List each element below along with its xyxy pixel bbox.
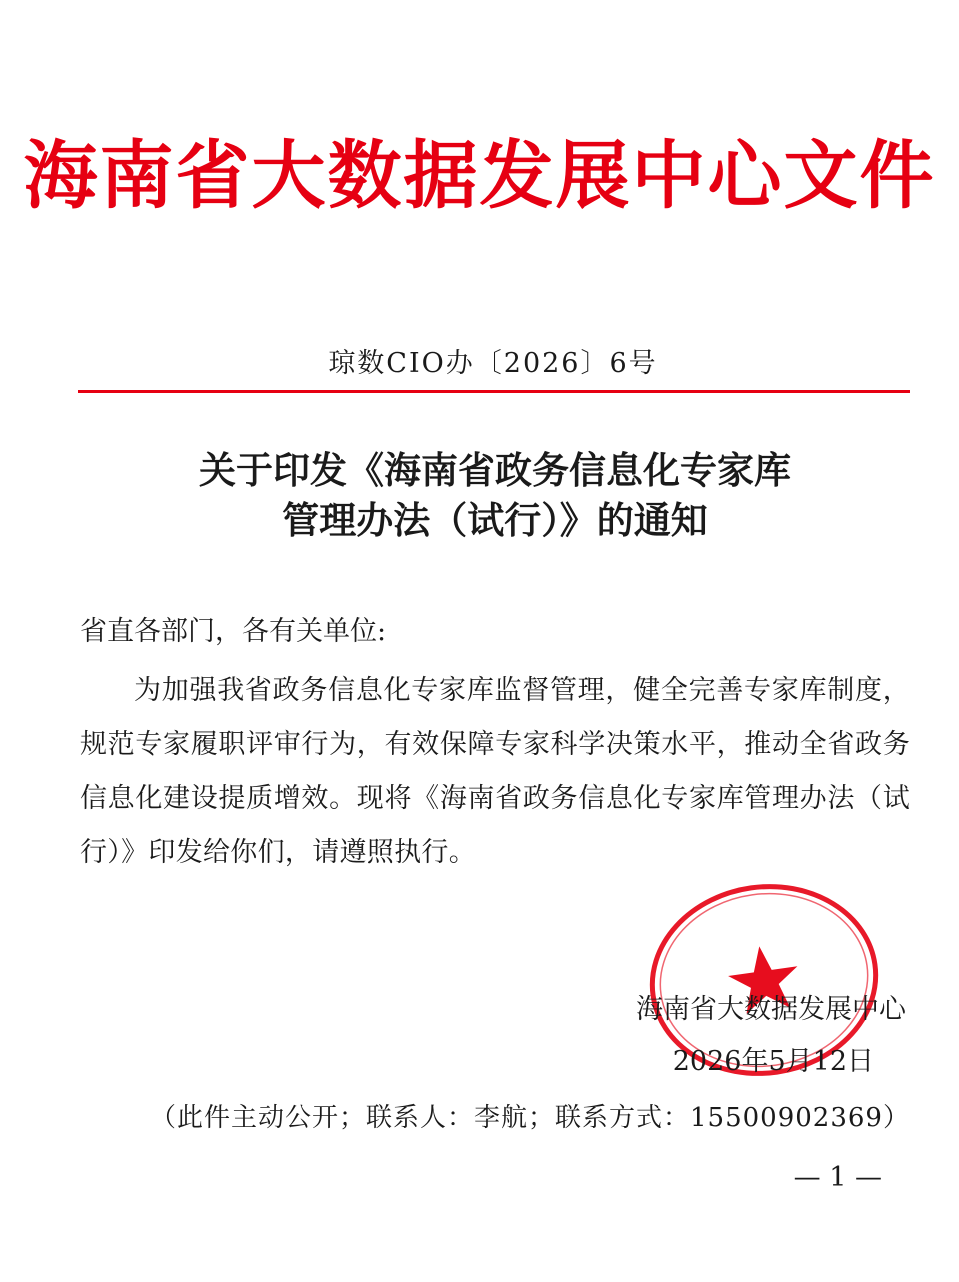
document-title xyxy=(0,446,959,546)
salutation: 省直各部门，各有关单位: xyxy=(80,616,387,647)
disclosure-note: （此件主动公开；联系人：李航；联系方式：15500902369） xyxy=(150,1103,910,1133)
document-masthead: 海南省大数据发展中心文件 xyxy=(23,133,936,219)
page-number: — 1 — xyxy=(793,1162,882,1193)
signing-date: 2026年5月12日 xyxy=(672,1046,874,1077)
body-paragraph: 为加强我省政务信息化专家库监督管理，健全完善专家库制度，规范专家履职评审行为，有效保障专家科学决策水平，推动全省政务信息化建设提质增效。现将《海南省政务信息化专家库管理办法（试行）》印发给你们，请遵照执行。 xyxy=(80,675,910,868)
signing-organization: 海南省大数据发展中心 xyxy=(636,994,906,1025)
title-line-1: 关于印发《海南省政务信息化专家库 xyxy=(199,449,791,492)
title-line-2: 管理办法（试行）》的通知 xyxy=(282,499,708,542)
document-number: 琼数CIO办〔2026〕6号 xyxy=(328,348,658,379)
header-divider xyxy=(78,390,910,393)
